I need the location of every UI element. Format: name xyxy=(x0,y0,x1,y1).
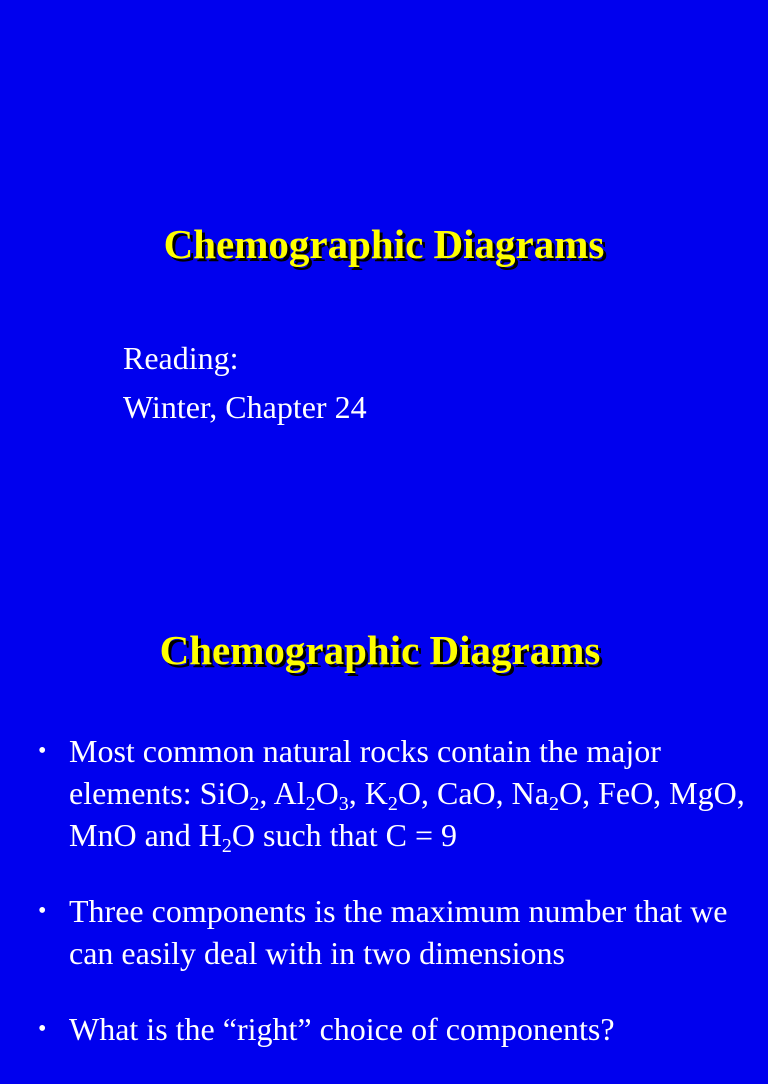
bullet-item-right-choice xyxy=(0,1008,768,1050)
bullet-list xyxy=(0,730,768,1084)
slide-2-title: Chemographic Diagrams xyxy=(159,627,601,673)
bullet-intro: Most common natural rocks contain the major elements: xyxy=(69,733,661,811)
bullet-text: What is the “right” choice of components? xyxy=(69,1011,615,1047)
bullet-icon: • xyxy=(38,1016,47,1042)
formula-sio2: SiO$_2$ xyxy=(199,775,260,815)
reading-label: Reading: xyxy=(123,340,239,376)
bullet-item-three-components xyxy=(0,890,768,974)
formula-k2o-cao-na2o: $K_2O$, CaO, $Na_2$ xyxy=(364,775,559,815)
bullet-icon: • xyxy=(38,898,47,924)
bullet-item-major-elements xyxy=(0,730,768,856)
slide-1-title: Chemographic Diagrams xyxy=(163,221,605,267)
reading-block xyxy=(123,334,367,432)
bullet-text: Most common natural rocks contain the major elements: SiO$_2$, $Al_2O_3$, $K_2O$, CaO, $Na_2O$, FeO, MgO, MnO and $H_2O$ such that C = 9 xyxy=(69,733,745,857)
slide-2 xyxy=(0,576,768,1047)
reading-source: Winter, Chapter 24 xyxy=(123,389,367,425)
formula-al2o3: $Al_2O_3$ xyxy=(273,775,349,815)
bullet-text: Three components is the maximum number that we can easily deal with in two dimensions xyxy=(69,893,728,971)
bullet-icon: • xyxy=(38,738,47,764)
formula-feo-mgo-mno-h2o: O, FeO, MgO, MnO and $H_2$ xyxy=(69,775,745,857)
bullet-outro: O such that C = 9 xyxy=(231,817,458,853)
